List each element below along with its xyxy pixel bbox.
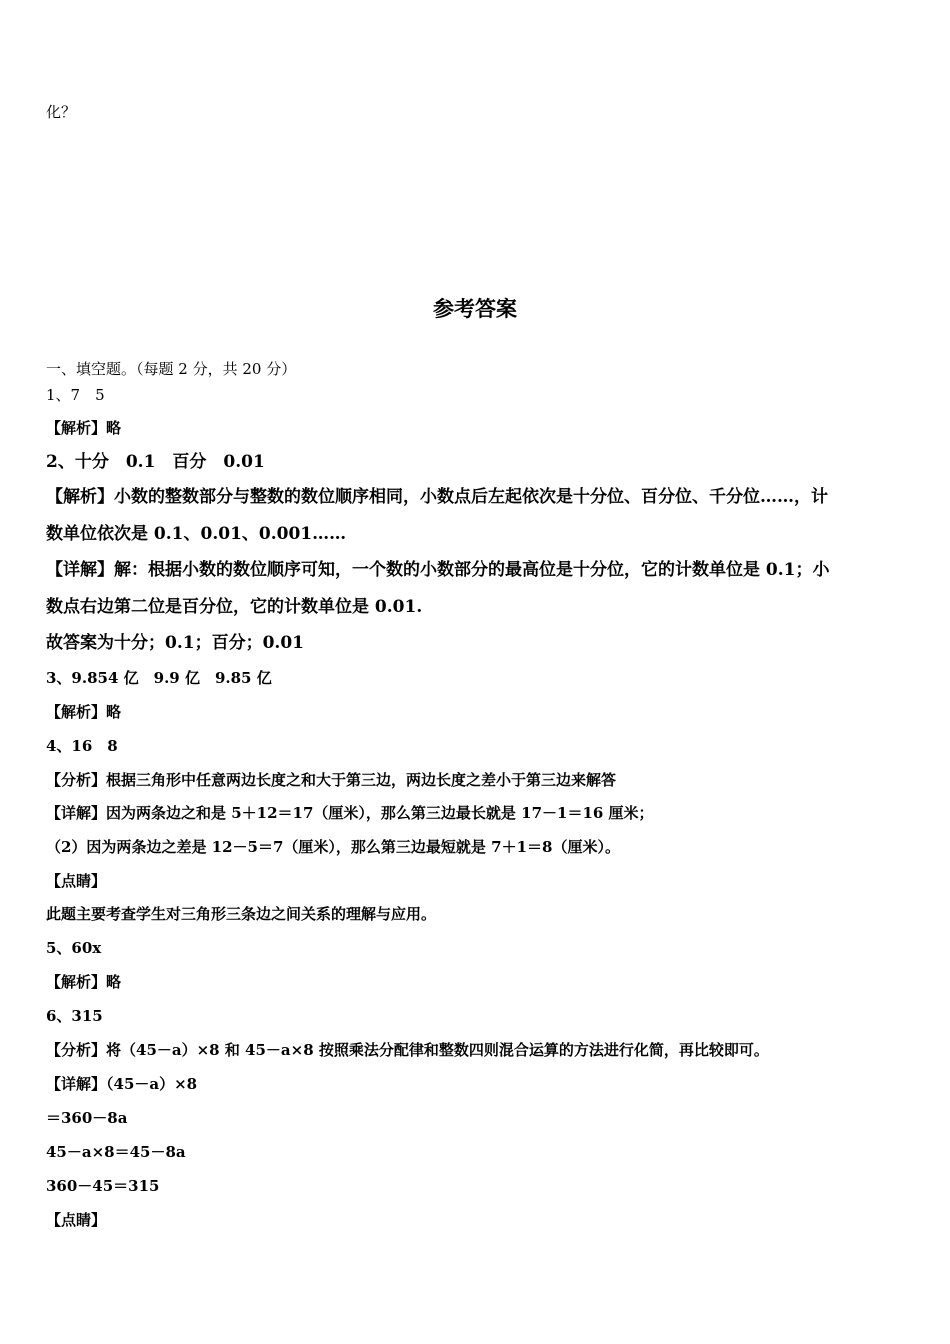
q6-step1: ＝360－8a [46, 1109, 128, 1127]
page-title: 参考答案 [433, 297, 517, 321]
q2-conclusion: 故答案为十分；0.1；百分；0.01 [46, 633, 304, 653]
top-fragment-text: 化？ [46, 103, 77, 121]
q6-step2: 45－a×8＝45－8a [46, 1143, 186, 1161]
q6-answer: 6、315 [46, 1007, 103, 1025]
q5-answer: 5、60x [46, 939, 102, 957]
q6-fenxi: 【分析】将（45－a）×8 和 45－a×8 按照乘法分配律和整数四则混合运算的方法进行化简，再比较即可。 [46, 1041, 769, 1059]
q4-detail-line2: （2）因为两条边之差是 12－5＝7（厘米），那么第三边最短就是 7＋1＝8（厘米）。 [46, 838, 620, 856]
q3-answer: 3、9.854 亿 9.9 亿 9.85 亿 [46, 669, 272, 687]
section-heading: 一、填空题。（每题 2 分，共 20 分） [46, 360, 297, 378]
q3-analysis: 【解析】略 [46, 703, 122, 721]
q2-detail-line1: 【详解】解：根据小数的数位顺序可知，一个数的小数部分的最高位是十分位，它的计数单位是 0.1；小 [46, 560, 830, 580]
q6-step3: 360－45＝315 [46, 1177, 160, 1195]
q4-dianjing: 【点睛】 [46, 872, 107, 890]
q1-analysis: 【解析】略 [46, 419, 122, 437]
q2-analysis-line1: 【解析】小数的整数部分与整数的数位顺序相同，小数点后左起依次是十分位、百分位、千分位……，计 [46, 487, 828, 507]
q4-fenxi: 【分析】根据三角形中任意两边长度之和大于第三边，两边长度之差小于第三边来解答 [46, 771, 617, 789]
q6-detail: 【详解】（45－a）×8 [46, 1075, 198, 1093]
q2-detail-line2: 数点右边第二位是百分位，它的计数单位是 0.01. [46, 597, 423, 617]
q5-analysis: 【解析】略 [46, 973, 122, 991]
q2-answer: 2、十分 0.1 百分 0.01 [46, 452, 265, 472]
q1-answer: 1、7 5 [46, 386, 105, 404]
q2-analysis-line2: 数单位依次是 0.1、0.01、0.001…… [46, 524, 347, 544]
q4-dianjing-text: 此题主要考查学生对三角形三条边之间关系的理解与应用。 [46, 905, 437, 923]
q4-answer: 4、16 8 [46, 737, 118, 755]
q4-detail-line1: 【详解】因为两条边之和是 5＋12＝17（厘米），那么第三边最长就是 17－1＝16 厘米； [46, 804, 654, 822]
q6-dianjing: 【点睛】 [46, 1211, 107, 1229]
